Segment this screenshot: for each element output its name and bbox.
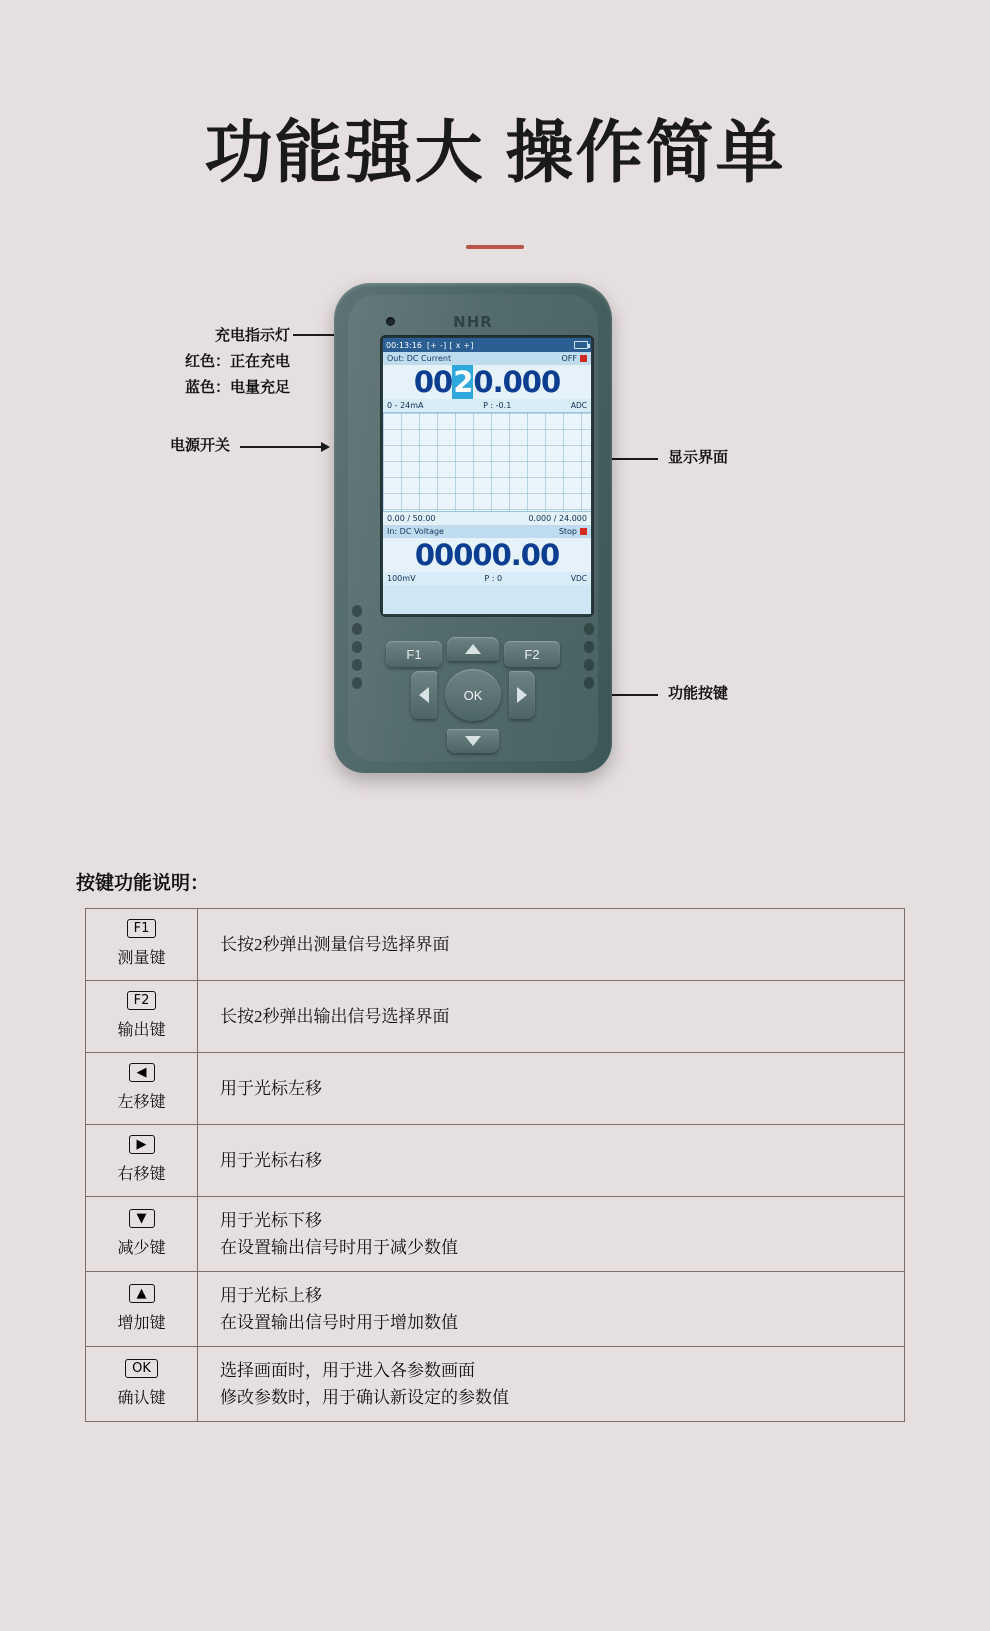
triangle-left-icon	[419, 687, 429, 703]
device-key-ok[interactable]: OK	[445, 669, 501, 721]
callout-display	[668, 445, 868, 471]
device-key-left[interactable]	[411, 671, 437, 719]
display-bezel	[380, 335, 594, 617]
table-row	[86, 1347, 905, 1422]
key-glyph-f2: F2	[127, 991, 157, 1010]
title-divider	[466, 245, 524, 249]
key-glyph-right: ▶	[129, 1135, 155, 1154]
key-glyph-down: ▼	[129, 1209, 155, 1228]
key-glyph-up: ▲	[129, 1284, 155, 1303]
key-name-up: 增加键	[117, 1314, 166, 1332]
screen-clock: 00:13:16	[386, 340, 422, 350]
output-unit: ADC	[570, 401, 587, 411]
input-range-row	[383, 572, 591, 585]
key-description-line: 在设置输出信号时用于减少数值	[220, 1238, 458, 1257]
callout-function-keys-label: 功能按键	[668, 685, 729, 703]
key-description-line: 用于光标左移	[220, 1079, 322, 1098]
output-status-indicator	[580, 355, 587, 362]
key-description	[198, 1125, 905, 1197]
key-glyph-f1: F1	[127, 919, 157, 938]
table-row	[86, 909, 905, 981]
key-name-right: 右移键	[117, 1166, 166, 1183]
callout-charge-led-line3: 蓝色：电量充足	[184, 379, 290, 397]
output-status	[562, 354, 588, 363]
key-glyph-left: ◀	[129, 1063, 155, 1082]
key-description	[198, 1272, 905, 1347]
input-value: 00000.00	[383, 538, 591, 572]
callout-charge-led-line1: 充电指示灯	[214, 327, 290, 345]
device-key-f1[interactable]: F1	[386, 641, 442, 667]
key-glyph-ok: OK	[125, 1359, 158, 1378]
device-key-up[interactable]	[447, 637, 499, 661]
input-unit: VDC	[570, 574, 587, 584]
battery-icon	[574, 341, 588, 349]
table-row	[86, 1125, 905, 1197]
key-description-line: 用于光标下移	[220, 1211, 322, 1230]
input-status-text: Stop	[558, 527, 577, 537]
output-p-value: P : -0.1	[483, 401, 512, 411]
output-value	[383, 365, 591, 399]
device-front-panel	[348, 295, 598, 761]
table-row	[86, 981, 905, 1053]
key-cell	[86, 1125, 198, 1197]
key-cell	[86, 1272, 198, 1347]
input-status-indicator	[580, 528, 587, 535]
output-range-row	[383, 399, 591, 412]
device-key-right[interactable]	[509, 671, 535, 719]
device-key-f2[interactable]: F2	[504, 641, 560, 667]
key-cell	[86, 1197, 198, 1272]
key-cell	[86, 909, 198, 981]
callout-function-keys	[668, 681, 878, 707]
key-function-table	[85, 908, 905, 1422]
input-channel-label-row	[383, 525, 591, 538]
scale-left: 0.00 / 50.00	[387, 514, 436, 524]
key-name-left: 左移键	[117, 1094, 166, 1111]
device-illustration	[0, 273, 990, 783]
output-value-prefix: 00	[413, 365, 453, 400]
screen-status-bar	[383, 338, 591, 352]
key-description-line: 长按2秒弹出测量信号选择界面	[220, 935, 450, 954]
callout-power-switch-label: 电源开关	[169, 437, 230, 455]
key-description	[198, 1197, 905, 1272]
display-screen	[383, 338, 591, 614]
waveform-graph-area	[383, 412, 591, 512]
triangle-right-icon	[517, 687, 527, 703]
callout-charge-led-line2: 红色：正在充电	[184, 353, 290, 371]
triangle-up-icon	[465, 644, 481, 654]
input-range: 100mV	[387, 574, 416, 584]
device-body	[334, 283, 612, 773]
input-p-value: P : 0	[484, 574, 503, 584]
table-row	[86, 1272, 905, 1347]
key-table-title: 按键功能说明：	[76, 873, 210, 894]
callout-power-switch-leader	[240, 446, 322, 448]
table-row	[86, 1053, 905, 1125]
key-description	[198, 909, 905, 981]
key-cell	[86, 981, 198, 1053]
callout-charge-led	[60, 323, 290, 401]
key-cell	[86, 1053, 198, 1125]
key-name-f2: 输出键	[117, 1022, 166, 1039]
key-description-line: 用于光标右移	[220, 1151, 322, 1170]
table-row	[86, 1197, 905, 1272]
brand-logo: NHR	[453, 313, 493, 332]
triangle-down-icon	[465, 736, 481, 746]
output-channel-label-row	[383, 352, 591, 365]
callout-power-switch	[60, 433, 230, 459]
key-description	[198, 1347, 905, 1422]
output-channel-label: Out: DC Current	[387, 354, 452, 364]
page-title: 功能强大 操作简单	[204, 115, 786, 191]
screen-key-hints: [+ -] [ x +]	[426, 340, 474, 350]
scale-right: 0.000 / 24.000	[528, 514, 587, 524]
key-description-line: 长按2秒弹出输出信号选择界面	[220, 1007, 450, 1026]
input-channel-label: In: DC Voltage	[387, 527, 444, 537]
callout-power-switch-arrow	[321, 442, 330, 452]
key-description-line: 用于光标上移	[220, 1286, 322, 1305]
key-name-down: 减少键	[117, 1239, 166, 1257]
key-description-line: 在设置输出信号时用于增加数值	[220, 1313, 458, 1332]
key-description-line: 修改参数时，用于确认新设定的参数值	[220, 1388, 509, 1407]
output-value-cursor-digit: 2	[453, 365, 473, 400]
key-name-ok: 确认键	[117, 1389, 166, 1407]
callout-display-label: 显示界面	[668, 449, 729, 467]
key-name-f1: 测量键	[117, 950, 166, 967]
input-status	[559, 527, 587, 536]
keypad	[348, 641, 598, 771]
scale-row	[383, 512, 591, 525]
key-description-line: 选择画面时，用于进入各参数画面	[220, 1361, 475, 1380]
output-status-text: OFF	[561, 354, 577, 364]
dpad	[411, 637, 535, 755]
output-value-suffix: 0.000	[473, 365, 561, 400]
device-key-down[interactable]	[447, 729, 499, 753]
key-description	[198, 981, 905, 1053]
key-cell	[86, 1347, 198, 1422]
output-range: 0 - 24mA	[387, 401, 424, 411]
key-description	[198, 1053, 905, 1125]
